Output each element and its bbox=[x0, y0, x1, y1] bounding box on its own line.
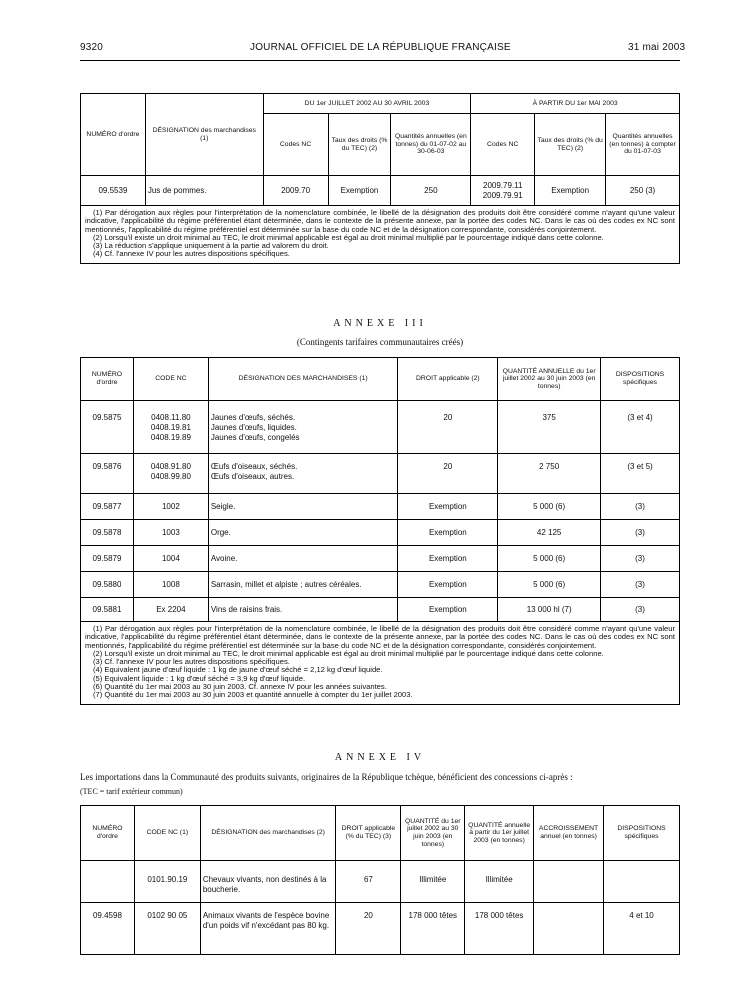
annexe-3-footnotes bbox=[81, 622, 680, 705]
cell-code: 0408.19.81 bbox=[150, 423, 191, 432]
footnote: (5) Equivalent liquide : 1 kg d'œuf séché = 3,9 kg d'œuf liquide. bbox=[93, 673, 306, 683]
p2-codes-header: Codes NC bbox=[471, 114, 535, 176]
cell-code: 0408.19.89 bbox=[150, 433, 191, 442]
cell-quantite: 375 bbox=[498, 401, 601, 454]
cell-code: 1002 bbox=[133, 494, 208, 520]
cell-quantite: 5 000 (6) bbox=[498, 494, 601, 520]
table-row bbox=[81, 494, 680, 520]
cell-numero: 09.5539 bbox=[81, 176, 146, 206]
cell-dispositions bbox=[604, 861, 680, 903]
cell-dispositions: (3) bbox=[601, 494, 680, 520]
cell-quant2: Illimitée bbox=[465, 861, 534, 903]
table-row bbox=[81, 861, 680, 903]
footnote: (1) Par dérogation aux règles pour l'interprétation de la nomenclature combinée, le libellé de la désignation des produits doit être considéré comme n'ayant qu'une valeur indicative, l'applicabilité du régime préférentiel étant déterminée, dans le contexte de la présente annexe, par la portée des codes NC. Dans le cas où des codes ex NC sont mentionnés, l'applicabilité du régime préférentiel est déterminée sur la base du code NC et de la désignation correspondante, considérés conjointement. bbox=[85, 208, 675, 234]
cell-designation: Vins de raisins frais. bbox=[208, 598, 398, 622]
cell-code: 0101.90.19 bbox=[134, 861, 200, 903]
col-designation: DÉSIGNATION des marchandises (1) bbox=[145, 94, 263, 176]
cell-code: 1003 bbox=[133, 520, 208, 546]
cell-droit: Exemption bbox=[398, 572, 498, 598]
cell-droit: Exemption bbox=[398, 494, 498, 520]
cell-quantite: 2 750 bbox=[498, 454, 601, 494]
a3-col-droit: DROIT applicable (2) bbox=[398, 358, 498, 401]
cell-numero: 09.5875 bbox=[81, 401, 134, 454]
cell-numero: 09.5878 bbox=[81, 520, 134, 546]
cell-designation: Œufs d'oiseaux, séchés. bbox=[210, 462, 298, 471]
cell-designation: Jus de pommes. bbox=[145, 176, 263, 206]
cell-designation: Seigle. bbox=[208, 494, 398, 520]
cell-designation: Orge. bbox=[208, 520, 398, 546]
cell-designations bbox=[208, 401, 398, 454]
cell-numero: 09.5880 bbox=[81, 572, 134, 598]
col-numero: NUMÉRO d'ordre bbox=[81, 94, 146, 176]
cell-code: 0102 90 05 bbox=[134, 903, 200, 955]
annexe-4-title: ANNEXE IV bbox=[334, 752, 426, 763]
cell-droit: 20 bbox=[398, 401, 498, 454]
table-row bbox=[81, 454, 680, 494]
annexe-4-intro: Les importations dans la Communauté des produits suivants, originaires de la République tchèque, bénéficient des concessions ci-après : bbox=[80, 772, 573, 782]
cell-numero: 09.5877 bbox=[81, 494, 134, 520]
footnote: (2) Lorsqu'il existe un droit minimal au TEC, le droit minimal applicable est égal au droit minimal multiplié par le pourcentage indiqué dans cette colonne. bbox=[93, 648, 604, 658]
a4-col-dispositions: DISPOSITIONS spécifiques bbox=[604, 806, 680, 861]
cell-designations bbox=[208, 454, 398, 494]
cell-numero: 09.5881 bbox=[81, 598, 134, 622]
p2-taux-header: Taux des droits (% du TEC) (2) bbox=[535, 114, 606, 176]
cell-quant1: 178 000 têtes bbox=[401, 903, 465, 955]
table-row bbox=[81, 401, 680, 454]
journal-title: JOURNAL OFFICIEL DE LA RÉPUBLIQUE FRANÇAISE bbox=[250, 42, 511, 53]
a3-col-numero: NUMÉRO d'ordre bbox=[81, 358, 134, 401]
header-rule bbox=[80, 60, 680, 61]
cell-quant2: 178 000 têtes bbox=[465, 903, 534, 955]
cell-code: 0408.99.80 bbox=[150, 472, 191, 481]
cell-code: 1004 bbox=[133, 546, 208, 572]
cell-p1-taux: Exemption bbox=[328, 176, 391, 206]
table-row bbox=[81, 520, 680, 546]
table-annexe-2-continued bbox=[80, 93, 680, 264]
cell-quantite: 13 000 hl (7) bbox=[498, 598, 601, 622]
p1-quant-header: Quantités annuelles (en tonnes) du 01-07-02 au 30-06-03 bbox=[391, 114, 471, 176]
cell-droit: Exemption bbox=[398, 546, 498, 572]
cell-codes bbox=[133, 454, 208, 494]
cell-droit: Exemption bbox=[398, 520, 498, 546]
table-row bbox=[81, 176, 680, 206]
cell-droit: Exemption bbox=[398, 598, 498, 622]
a3-col-dispositions: DISPOSITIONS spécifiques bbox=[601, 358, 680, 401]
footnote: (2) Lorsqu'il existe un droit minimal au TEC, le droit minimal applicable est égal au droit minimal multiplié par le pourcentage indiqué dans cette colonne. bbox=[93, 232, 604, 242]
cell-quant1: Illimitée bbox=[401, 861, 465, 903]
a4-col-code: CODE NC (1) bbox=[134, 806, 200, 861]
annexe-3-subtitle: (Contingents tarifaires communautaires créés) bbox=[296, 337, 464, 347]
footnote: (1) Par dérogation aux règles pour l'interprétation de la nomenclature combinée, le libellé de la désignation des produits doit être considéré comme n'ayant qu'une valeur indicative, l'applicabilité du régime préférentiel étant déterminée, dans le contexte de la présente annexe, par la portée des codes NC. Dans le cas où des codes ex NC sont mentionnés, l'applicabilité du régime préférentiel est déterminée sur la base du code NC et de la désignation correspondante, considérés conjointement. bbox=[85, 624, 675, 650]
table-annexe-4 bbox=[80, 805, 680, 955]
cell-designation: Œufs d'oiseaux, autres. bbox=[210, 472, 295, 481]
cell-quantite: 5 000 (6) bbox=[498, 572, 601, 598]
table-row bbox=[81, 598, 680, 622]
cell-designation: Animaux vivants de l'espèce bovine d'un poids vif n'excédant pas 80 kg. bbox=[200, 903, 336, 955]
cell-p2-codes bbox=[471, 176, 535, 206]
cell-droit: 20 bbox=[336, 903, 401, 955]
table-row bbox=[81, 546, 680, 572]
table-row bbox=[81, 903, 680, 955]
cell-dispositions: (3 et 5) bbox=[601, 454, 680, 494]
cell-quantite: 42 125 bbox=[498, 520, 601, 546]
cell-dispositions: (3) bbox=[601, 572, 680, 598]
cell-dispositions: (3) bbox=[601, 520, 680, 546]
cell-dispositions: (3) bbox=[601, 546, 680, 572]
cell-accroissement bbox=[534, 903, 604, 955]
cell-droit: 67 bbox=[336, 861, 401, 903]
issue-date: 31 mai 2003 bbox=[628, 42, 686, 53]
footnote: (7) Quantité du 1er mai 2003 au 30 juin 2003 et quantité annuelle à compter du 1er juillet 2003. bbox=[93, 690, 413, 700]
footnote: (4) Cf. l'annexe IV pour les autres dispositions spécifiques. bbox=[93, 249, 290, 259]
cell-designation: Chevaux vivants, non destinés à la boucherie. bbox=[200, 861, 336, 903]
p1-taux-header: Taux des droits (% du TEC) (2) bbox=[328, 114, 391, 176]
annexe-4-tec-note: (TEC = tarif extérieur commun) bbox=[80, 787, 183, 796]
footnote: (4) Equivalent jaune d'œuf liquide : 1 kg de jaune d'œuf séché = 2,12 kg d'œuf liquide. bbox=[93, 665, 383, 675]
cell-dispositions: (3) bbox=[601, 598, 680, 622]
a3-col-designation: DÉSIGNATION DES MARCHANDISES (1) bbox=[208, 358, 398, 401]
cell-designation: Jaunes d'œufs, congelés bbox=[210, 433, 300, 442]
cell-codes bbox=[133, 401, 208, 454]
cell-numero: 09.5876 bbox=[81, 454, 134, 494]
period2-header: À PARTIR DU 1er MAI 2003 bbox=[471, 94, 680, 114]
a4-col-designation: DÉSIGNATION des marchandises (2) bbox=[200, 806, 336, 861]
cell-p1-code: 2009.70 bbox=[263, 176, 328, 206]
a4-col-accroissement: ACCROISSEMENT annuel (en tonnes) bbox=[534, 806, 604, 861]
cell-numero: 09.5879 bbox=[81, 546, 134, 572]
cell-p2-quant: 250 (3) bbox=[606, 176, 680, 206]
a4-col-numero: NUMÉRO d'ordre bbox=[81, 806, 135, 861]
cell-designation: Jaunes d'œufs, séchés. bbox=[210, 413, 296, 422]
a4-col-quant1: QUANTITÉ du 1er juillet 2002 au 30 juin 2003 (en tonnes) bbox=[401, 806, 465, 861]
cell-code: 0408.91.80 bbox=[150, 462, 191, 471]
table-annexe-3 bbox=[80, 357, 680, 705]
cell-dispositions: (3 et 4) bbox=[601, 401, 680, 454]
footnote: (6) Quantité du 1er mai 2003 au 30 juin 2003. Cf. annexe IV pour les années suivantes. bbox=[93, 682, 387, 692]
page-number: 9320 bbox=[80, 42, 104, 53]
cell-designation: Avoine. bbox=[208, 546, 398, 572]
p2-quant-header: Quantités annuelles (en tonnes) à compter du 01-07-03 bbox=[606, 114, 680, 176]
cell-p2-taux: Exemption bbox=[535, 176, 606, 206]
cell-designation: Sarrasin, millet et alpiste ; autres céréales. bbox=[208, 572, 398, 598]
table1-footnotes bbox=[81, 206, 680, 264]
cell-code: 0408.11.80 bbox=[151, 413, 191, 422]
cell-quantite: 5 000 (6) bbox=[498, 546, 601, 572]
footnote: (3) Cf. l'annexe IV pour les autres dispositions spécifiques. bbox=[93, 657, 290, 667]
p1-codes-header: Codes NC bbox=[263, 114, 328, 176]
cell-numero: 09.4598 bbox=[81, 903, 135, 955]
period1-header: DU 1er JUILLET 2002 AU 30 AVRIL 2003 bbox=[263, 94, 471, 114]
cell-code: 1008 bbox=[133, 572, 208, 598]
cell-designation: Jaunes d'œufs, liquides. bbox=[210, 423, 297, 432]
annexe-3-title: ANNEXE III bbox=[333, 318, 427, 329]
a4-col-droit: DROIT applicable (% du TEC) (3) bbox=[336, 806, 401, 861]
a3-col-code: CODE NC bbox=[133, 358, 208, 401]
a3-col-quantite: QUANTITÉ ANNUELLE du 1er juillet 2002 au 30 juin 2003 (en tonnes) bbox=[498, 358, 601, 401]
table-row bbox=[81, 572, 680, 598]
cell-dispositions: 4 et 10 bbox=[604, 903, 680, 955]
cell-p2-code-2: 2009.79.91 bbox=[482, 190, 523, 200]
cell-accroissement bbox=[534, 861, 604, 903]
cell-p2-code-1: 2009.79.11 bbox=[483, 180, 523, 190]
cell-numero bbox=[81, 861, 135, 903]
cell-p1-quant: 250 bbox=[391, 176, 471, 206]
cell-droit: 20 bbox=[398, 454, 498, 494]
cell-code: Ex 2204 bbox=[133, 598, 208, 622]
a4-col-quant2: QUANTITÉ annuelle à partir du 1er juillet 2003 (en tonnes) bbox=[465, 806, 534, 861]
footnote: (3) La réduction s'applique uniquement à la partie ad valorem du droit. bbox=[93, 241, 329, 251]
